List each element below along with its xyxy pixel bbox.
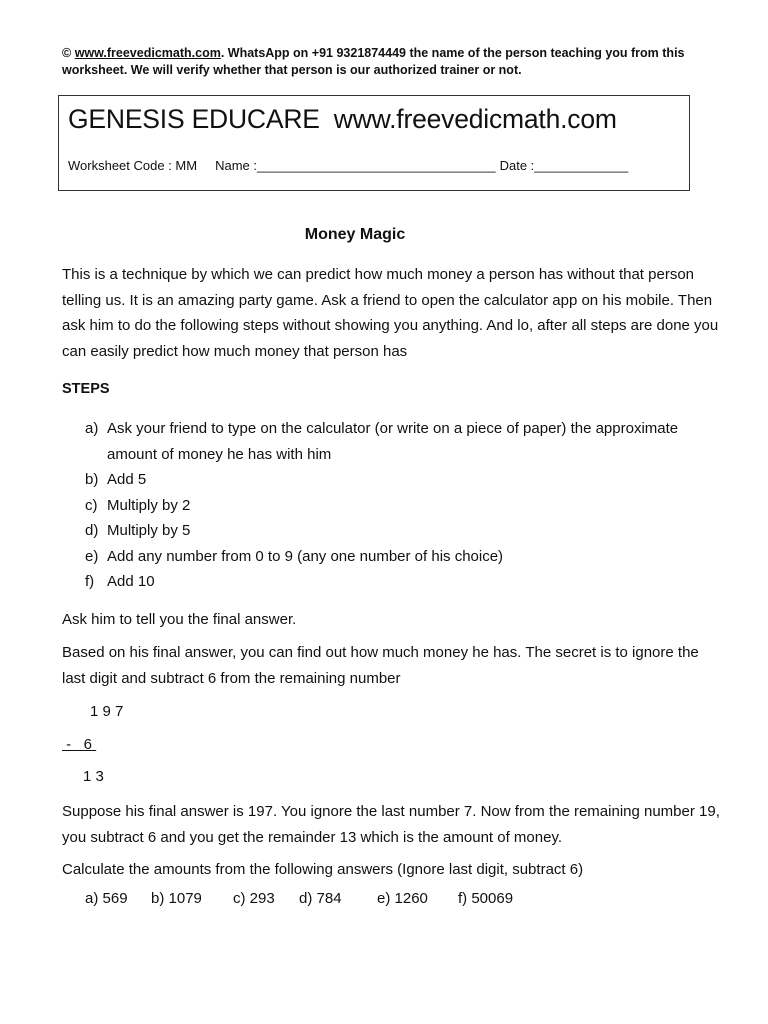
- brand-heading: [68, 104, 617, 135]
- calculate-instruction: Calculate the amounts from the following answers (Ignore last digit, subtract 6): [62, 861, 584, 878]
- example-result: 1 3: [83, 768, 104, 785]
- step-text: Add 5: [107, 471, 147, 488]
- brand-name: GENESIS EDUCARE: [68, 104, 320, 134]
- worksheet-code: Worksheet Code : MM: [68, 158, 198, 173]
- example-subtract: - 6: [62, 736, 97, 753]
- exercise-answers: [85, 890, 513, 907]
- step-marker: c): [85, 496, 98, 514]
- page-title: Money Magic: [304, 226, 406, 243]
- step-item: [85, 467, 725, 493]
- copyright-symbol: ©: [62, 46, 72, 60]
- step-item: [85, 416, 725, 467]
- intro-paragraph: This is a technique by which we can predict how much money a person has without that person telling us. It is an amazing party game. Ask a friend to open the calculator app on his mobile. Then ask him to do the following steps without showing you anything. And lo, after all steps are done you can easily predict how much money that person has: [62, 266, 719, 360]
- step-marker: a): [85, 420, 99, 437]
- step-marker: b): [85, 471, 99, 488]
- suppose-paragraph: Suppose his final answer is 197. You ignore the last number 7. Now from the remaining number 19, you subtract 6 and you get the remainder 13 which is the amount of money.: [62, 803, 720, 846]
- step-item: [85, 493, 725, 519]
- step-text: Add 10: [107, 573, 155, 590]
- step-marker: e): [85, 547, 99, 565]
- step-text: Multiply by 2: [107, 496, 191, 514]
- example-number: 1 9 7: [90, 703, 124, 720]
- step-item: [85, 518, 725, 544]
- exercise-item: d) 784: [299, 890, 342, 907]
- brand-url: www.freevedicmath.com: [333, 104, 617, 134]
- copyright-notice: [62, 45, 722, 79]
- step-item: [85, 544, 725, 570]
- ask-final-answer: Ask him to tell you the final answer.: [62, 611, 297, 628]
- step-marker: f): [85, 573, 95, 590]
- exercise-item: e) 1260: [377, 890, 428, 907]
- header-box: [58, 95, 690, 191]
- date-field: Date :_____________: [499, 158, 629, 173]
- exercise-item: c) 293: [233, 890, 275, 907]
- secret-paragraph: Based on his final answer, you can find out how much money he has. The secret is to ignore the last digit and subtract 6 from the remaining number: [62, 644, 699, 687]
- steps-heading: STEPS: [62, 381, 110, 397]
- worksheet-meta: [68, 158, 628, 173]
- website-link[interactable]: www.freevedicmath.com: [74, 46, 221, 60]
- name-field: Name :_________________________________: [215, 158, 496, 173]
- step-text: Add any number from 0 to 9 (any one number of his choice): [107, 547, 504, 565]
- exercise-item: b) 1079: [151, 890, 202, 907]
- step-text: Ask your friend to type on the calculator (or write on a piece of paper) the approximate amount of money he has with him: [107, 420, 679, 463]
- copyright-text: . WhatsApp on +91 9321874449 the name of the person teaching you from this worksheet. We will verify whether that person is our authorized trainer or not.: [62, 46, 685, 77]
- step-marker: d): [85, 522, 99, 539]
- exercise-item: a) 569: [85, 890, 128, 907]
- step-text: Multiply by 5: [107, 522, 191, 539]
- exercise-item: f) 50069: [458, 890, 514, 907]
- steps-list: [85, 416, 725, 595]
- step-item: [85, 569, 725, 595]
